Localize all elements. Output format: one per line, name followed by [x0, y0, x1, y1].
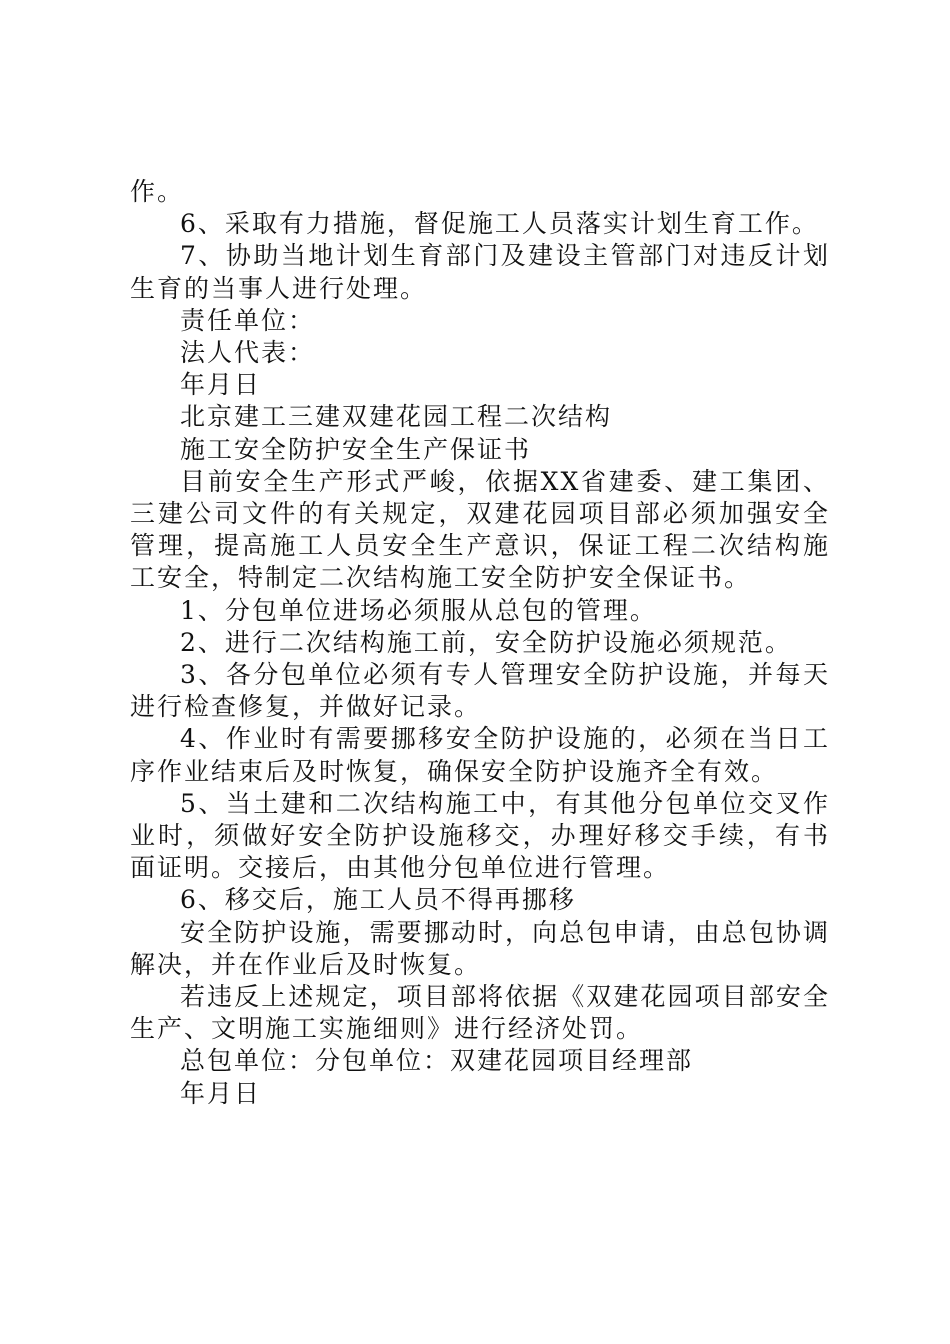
paragraph-intro: 目前安全生产形式严峻，依据XX省建委、建工集团、三建公司文件的有关规定，双建花园项目部必须加强安全管理，提高施工人员安全生产意识，保证工程二次结构施工安全，特制定二次结构施工安全防护安全保证书。 — [130, 466, 830, 593]
paragraph-item-1: 1、分包单位进场必须服从总包的管理。 — [180, 595, 657, 625]
paragraph-item-6: 6、移交后，施工人员不得再挪移 — [180, 885, 576, 915]
paragraph-item-3: 3、各分包单位必须有专人管理安全防护设施，并每天进行检查修复，并做好记录。 — [130, 660, 830, 722]
paragraph-item-2: 2、进行二次结构施工前，安全防护设施必须规范。 — [180, 627, 792, 657]
section-title-line-2: 施工安全防护安全生产保证书 — [180, 434, 532, 464]
responsible-unit-label: 责任单位： — [180, 305, 316, 335]
paragraph-continuation: 作。 — [130, 177, 185, 206]
paragraph-item-6-family-planning: 6、采取有力措施，督促施工人员落实计划生育工作。 — [180, 209, 819, 239]
legal-representative-label: 法人代表： — [180, 338, 316, 368]
paragraph-penalty: 若违反上述规定，项目部将依据《双建花园项目部安全生产、文明施工实施细则》进行经济处罚。 — [130, 982, 830, 1044]
paragraph-item-6-continued: 安全防护设施，需要挪动时，向总包申请，由总包协调解决，并在作业后及时恢复。 — [130, 917, 830, 979]
paragraph-item-7-family-planning: 7、协助当地计划生育部门及建设主管部门对违反计划生育的当事人进行处理。 — [130, 241, 830, 303]
date-line: 年月日 — [180, 370, 262, 400]
paragraph-item-5: 5、当土建和二次结构施工中，有其他分包单位交叉作业时，须做好安全防护设施移交，办理好移交手续，有书面证明。交接后，由其他分包单位进行管理。 — [130, 788, 830, 883]
section-title-line-1: 北京建工三建双建花园工程二次结构 — [180, 402, 613, 432]
signature-units-line: 总包单位：分包单位：双建花园项目经理部 — [180, 1046, 694, 1076]
paragraph-item-4: 4、作业时有需要挪移安全防护设施的，必须在当日工序作业结束后及时恢复，确保安全防护设施齐全有效。 — [130, 724, 830, 786]
document-body — [130, 176, 830, 1110]
date-line-final: 年月日 — [180, 1078, 262, 1108]
